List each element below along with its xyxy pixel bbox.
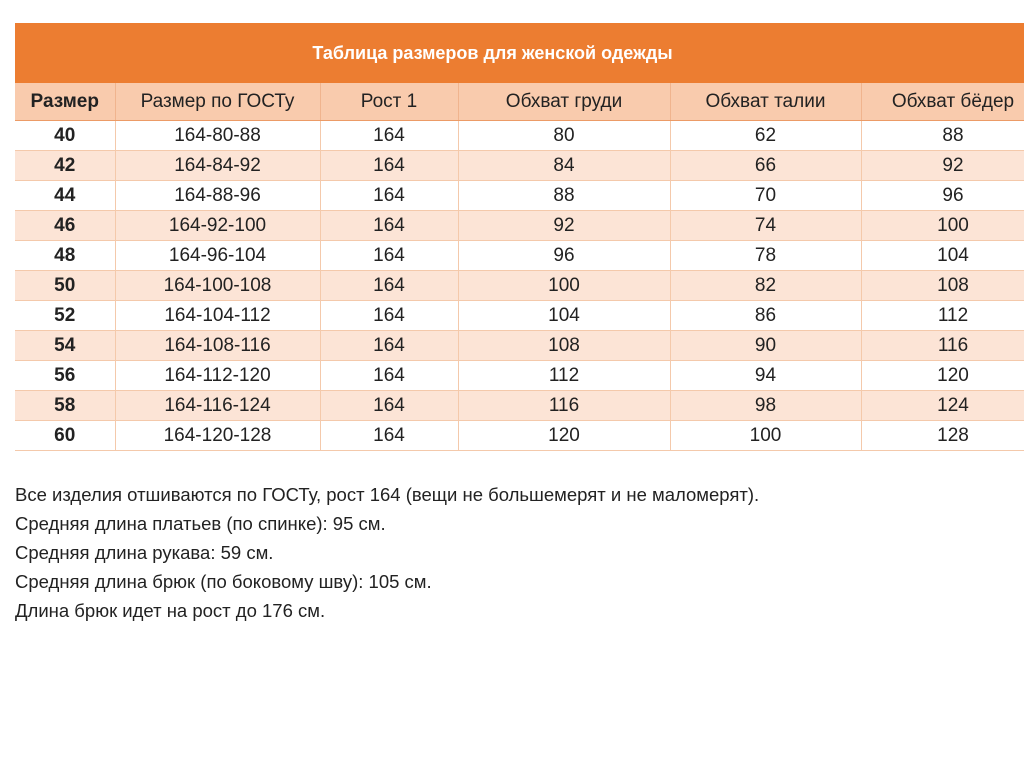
cell-bust: 96 [458,241,670,271]
cell-height: 164 [320,271,458,301]
cell-size: 44 [15,181,115,211]
notes [15,480,759,625]
cell-waist: 74 [670,211,861,241]
cell-bust: 88 [458,181,670,211]
cell-height: 164 [320,331,458,361]
cell-size: 56 [15,361,115,391]
size-table [15,83,1024,451]
cell-height: 164 [320,181,458,211]
cell-bust: 108 [458,331,670,361]
cell-size: 48 [15,241,115,271]
cell-waist: 98 [670,391,861,421]
cell-hips: 120 [861,361,1024,391]
table-row [15,421,1024,451]
cell-bust: 120 [458,421,670,451]
size-table-container [15,23,1024,451]
cell-height: 164 [320,301,458,331]
cell-height: 164 [320,211,458,241]
cell-size: 42 [15,151,115,181]
note-trousers-length: Средняя длина брюк (по боковому шву): 105 см. [15,571,432,592]
cell-waist: 66 [670,151,861,181]
table-row [15,151,1024,181]
cell-gost-size: 164-88-96 [115,181,320,211]
cell-bust: 100 [458,271,670,301]
table-row [15,211,1024,241]
table-row [15,241,1024,271]
cell-size: 58 [15,391,115,421]
note-sleeve-length: Средняя длина рукава: 59 см. [15,542,274,563]
cell-bust: 80 [458,121,670,151]
table-row [15,271,1024,301]
cell-hips: 128 [861,421,1024,451]
cell-gost-size: 164-80-88 [115,121,320,151]
note-trousers-height: Длина брюк идет на рост до 176 см. [15,600,326,621]
cell-hips: 100 [861,211,1024,241]
cell-height: 164 [320,121,458,151]
cell-bust: 84 [458,151,670,181]
table-row [15,331,1024,361]
table-body [15,121,1024,451]
table-title: Таблица размеров для женской одежды [15,23,1024,83]
table-row [15,121,1024,151]
cell-hips: 92 [861,151,1024,181]
cell-gost-size: 164-108-116 [115,331,320,361]
cell-size: 50 [15,271,115,301]
cell-bust: 104 [458,301,670,331]
cell-gost-size: 164-84-92 [115,151,320,181]
cell-waist: 62 [670,121,861,151]
header-gost-size: Размер по ГОСТу [115,83,320,121]
cell-size: 54 [15,331,115,361]
cell-hips: 104 [861,241,1024,271]
cell-hips: 112 [861,301,1024,331]
cell-gost-size: 164-104-112 [115,301,320,331]
cell-waist: 94 [670,361,861,391]
cell-height: 164 [320,361,458,391]
note-gost: Все изделия отшиваются по ГОСТу, рост 164 (вещи не большемерят и не маломерят). [15,484,760,505]
cell-height: 164 [320,241,458,271]
cell-waist: 90 [670,331,861,361]
cell-size: 40 [15,121,115,151]
table-header-row [15,83,1024,121]
cell-waist: 78 [670,241,861,271]
cell-height: 164 [320,151,458,181]
header-bust: Обхват груди [458,83,670,121]
cell-hips: 108 [861,271,1024,301]
cell-size: 46 [15,211,115,241]
cell-hips: 88 [861,121,1024,151]
note-dress-length: Средняя длина платьев (по спинке): 95 см. [15,513,386,534]
cell-gost-size: 164-112-120 [115,361,320,391]
cell-waist: 86 [670,301,861,331]
cell-bust: 92 [458,211,670,241]
cell-waist: 100 [670,421,861,451]
cell-hips: 96 [861,181,1024,211]
cell-gost-size: 164-92-100 [115,211,320,241]
cell-size: 60 [15,421,115,451]
table-row [15,301,1024,331]
cell-height: 164 [320,391,458,421]
cell-hips: 116 [861,331,1024,361]
cell-gost-size: 164-120-128 [115,421,320,451]
table-row [15,361,1024,391]
cell-waist: 70 [670,181,861,211]
cell-bust: 112 [458,361,670,391]
cell-waist: 82 [670,271,861,301]
cell-gost-size: 164-116-124 [115,391,320,421]
cell-height: 164 [320,421,458,451]
table-row [15,181,1024,211]
header-hips: Обхват бёдер [861,83,1024,121]
cell-gost-size: 164-96-104 [115,241,320,271]
header-size: Размер [15,83,115,121]
cell-hips: 124 [861,391,1024,421]
header-waist: Обхват талии [670,83,861,121]
cell-gost-size: 164-100-108 [115,271,320,301]
table-row [15,391,1024,421]
cell-bust: 116 [458,391,670,421]
header-height: Рост 1 [320,83,458,121]
cell-size: 52 [15,301,115,331]
